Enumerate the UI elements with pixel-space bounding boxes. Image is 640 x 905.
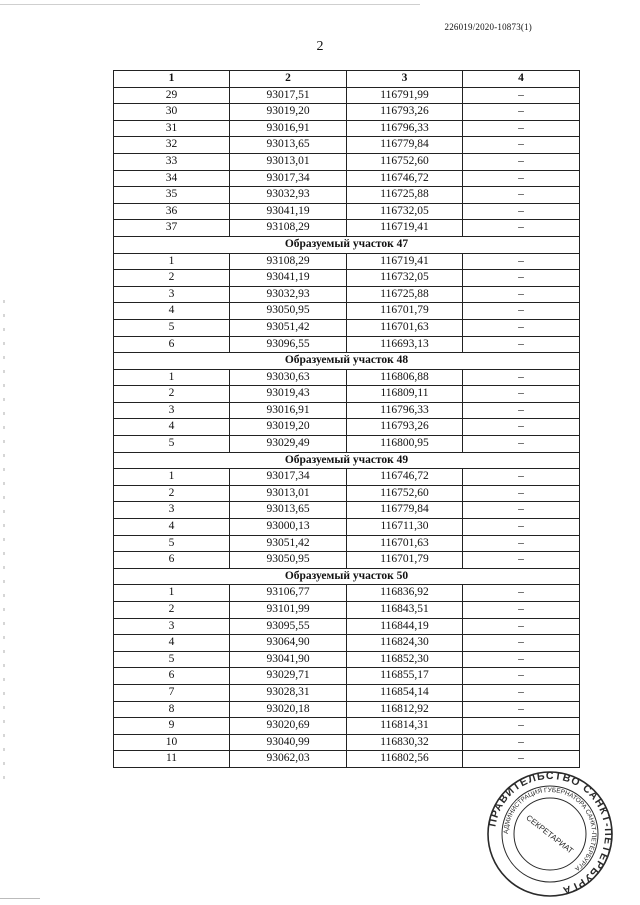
table-row	[114, 153, 580, 170]
y-coordinate: 116796,33	[347, 402, 463, 419]
table-row	[114, 635, 580, 652]
x-coordinate: 93050,95	[230, 303, 347, 320]
document-number: 226019/2020-10873(1)	[444, 22, 532, 32]
x-coordinate: 93050,95	[230, 552, 347, 569]
svg-text:АДМИНИСТРАЦИЯ ГУБЕРНАТОРА САНК: АДМИНИСТРАЦИЯ ГУБЕРНАТОРА САНКТ-ПЕТЕРБУРГА	[502, 786, 598, 873]
note-dash: –	[463, 602, 580, 619]
y-coordinate: 116701,63	[347, 319, 463, 336]
table-row	[114, 120, 580, 137]
x-coordinate: 93019,43	[230, 386, 347, 403]
note-dash: –	[463, 701, 580, 718]
note-dash: –	[463, 585, 580, 602]
y-coordinate: 116824,30	[347, 635, 463, 652]
point-number: 1	[114, 585, 230, 602]
point-number: 4	[114, 519, 230, 536]
y-coordinate: 116814,31	[347, 718, 463, 735]
y-coordinate: 116701,79	[347, 552, 463, 569]
section-title: Образуемый участок 50	[114, 568, 580, 585]
y-coordinate: 116719,41	[347, 220, 463, 237]
note-dash: –	[463, 485, 580, 502]
note-dash: –	[463, 684, 580, 701]
x-coordinate: 93013,01	[230, 153, 347, 170]
x-coordinate: 93041,19	[230, 270, 347, 287]
note-dash: –	[463, 87, 580, 104]
table-body	[114, 87, 580, 767]
table-header-row	[114, 71, 580, 88]
point-number: 4	[114, 303, 230, 320]
point-number: 3	[114, 402, 230, 419]
y-coordinate: 116701,79	[347, 303, 463, 320]
point-number: 5	[114, 436, 230, 453]
note-dash: –	[463, 419, 580, 436]
table-row	[114, 87, 580, 104]
note-dash: –	[463, 734, 580, 751]
svg-text:ПРАВИТЕЛЬСТВО САНКТ-ПЕТЕРБУРГА: ПРАВИТЕЛЬСТВО САНКТ-ПЕТЕРБУРГА	[486, 770, 614, 897]
note-dash: –	[463, 187, 580, 204]
point-number: 8	[114, 701, 230, 718]
note-dash: –	[463, 286, 580, 303]
header-cell: 2	[230, 71, 347, 88]
section-row	[114, 568, 580, 585]
point-number: 36	[114, 203, 230, 220]
x-coordinate: 93101,99	[230, 602, 347, 619]
point-number: 30	[114, 104, 230, 121]
table-row	[114, 535, 580, 552]
y-coordinate: 116746,72	[347, 170, 463, 187]
point-number: 9	[114, 718, 230, 735]
table-row	[114, 602, 580, 619]
note-dash: –	[463, 519, 580, 536]
y-coordinate: 116844,19	[347, 618, 463, 635]
y-coordinate: 116725,88	[347, 187, 463, 204]
y-coordinate: 116752,60	[347, 485, 463, 502]
table-row	[114, 369, 580, 386]
point-number: 32	[114, 137, 230, 154]
note-dash: –	[463, 386, 580, 403]
x-coordinate: 93013,65	[230, 502, 347, 519]
table-row	[114, 436, 580, 453]
table-row	[114, 419, 580, 436]
note-dash: –	[463, 253, 580, 270]
point-number: 3	[114, 502, 230, 519]
y-coordinate: 116830,32	[347, 734, 463, 751]
table-row	[114, 253, 580, 270]
note-dash: –	[463, 535, 580, 552]
point-number: 34	[114, 170, 230, 187]
x-coordinate: 93017,34	[230, 469, 347, 486]
note-dash: –	[463, 651, 580, 668]
point-number: 4	[114, 419, 230, 436]
y-coordinate: 116746,72	[347, 469, 463, 486]
point-number: 4	[114, 635, 230, 652]
note-dash: –	[463, 153, 580, 170]
table-row	[114, 502, 580, 519]
x-coordinate: 93040,99	[230, 734, 347, 751]
y-coordinate: 116732,05	[347, 270, 463, 287]
note-dash: –	[463, 502, 580, 519]
table-row	[114, 469, 580, 486]
note-dash: –	[463, 402, 580, 419]
y-coordinate: 116854,14	[347, 684, 463, 701]
section-row	[114, 353, 580, 370]
table-row	[114, 585, 580, 602]
official-seal-stamp	[486, 770, 614, 898]
point-number: 3	[114, 618, 230, 635]
note-dash: –	[463, 635, 580, 652]
note-dash: –	[463, 319, 580, 336]
x-coordinate: 93051,42	[230, 319, 347, 336]
header-cell: 4	[463, 71, 580, 88]
point-number: 37	[114, 220, 230, 237]
x-coordinate: 93017,51	[230, 87, 347, 104]
svg-text:СЕКРЕТАРИАТ: СЕКРЕТАРИАТ	[524, 813, 575, 856]
table-row	[114, 684, 580, 701]
point-number: 35	[114, 187, 230, 204]
y-coordinate: 116725,88	[347, 286, 463, 303]
note-dash: –	[463, 203, 580, 220]
table-row	[114, 618, 580, 635]
table-row	[114, 319, 580, 336]
y-coordinate: 116732,05	[347, 203, 463, 220]
note-dash: –	[463, 718, 580, 735]
table-row	[114, 386, 580, 403]
y-coordinate: 116836,92	[347, 585, 463, 602]
x-coordinate: 93013,01	[230, 485, 347, 502]
table-row	[114, 203, 580, 220]
point-number: 33	[114, 153, 230, 170]
table-row	[114, 220, 580, 237]
table-row	[114, 336, 580, 353]
table-row	[114, 270, 580, 287]
point-number: 1	[114, 369, 230, 386]
point-number: 2	[114, 386, 230, 403]
point-number: 1	[114, 253, 230, 270]
y-coordinate: 116779,84	[347, 137, 463, 154]
point-number: 11	[114, 751, 230, 768]
table-row	[114, 170, 580, 187]
point-number: 6	[114, 552, 230, 569]
section-title: Образуемый участок 47	[114, 236, 580, 253]
section-title: Образуемый участок 49	[114, 452, 580, 469]
y-coordinate: 116806,88	[347, 369, 463, 386]
x-coordinate: 93020,69	[230, 718, 347, 735]
note-dash: –	[463, 270, 580, 287]
table-row	[114, 651, 580, 668]
y-coordinate: 116711,30	[347, 519, 463, 536]
point-number: 10	[114, 734, 230, 751]
note-dash: –	[463, 436, 580, 453]
table-row	[114, 286, 580, 303]
note-dash: –	[463, 751, 580, 768]
point-number: 2	[114, 485, 230, 502]
x-coordinate: 93000,13	[230, 519, 347, 536]
note-dash: –	[463, 336, 580, 353]
header-cell: 3	[347, 71, 463, 88]
point-number: 2	[114, 602, 230, 619]
point-number: 3	[114, 286, 230, 303]
table-row	[114, 187, 580, 204]
y-coordinate: 116796,33	[347, 120, 463, 137]
note-dash: –	[463, 220, 580, 237]
x-coordinate: 93108,29	[230, 253, 347, 270]
point-number: 5	[114, 319, 230, 336]
y-coordinate: 116793,26	[347, 104, 463, 121]
x-coordinate: 93051,42	[230, 535, 347, 552]
x-coordinate: 93016,91	[230, 402, 347, 419]
note-dash: –	[463, 469, 580, 486]
point-number: 7	[114, 684, 230, 701]
x-coordinate: 93013,65	[230, 137, 347, 154]
table-row	[114, 137, 580, 154]
note-dash: –	[463, 618, 580, 635]
point-number: 2	[114, 270, 230, 287]
x-coordinate: 93028,31	[230, 684, 347, 701]
x-coordinate: 93095,55	[230, 618, 347, 635]
table-row	[114, 734, 580, 751]
table-row	[114, 402, 580, 419]
y-coordinate: 116843,51	[347, 602, 463, 619]
point-number: 31	[114, 120, 230, 137]
x-coordinate: 93096,55	[230, 336, 347, 353]
x-coordinate: 93032,93	[230, 187, 347, 204]
note-dash: –	[463, 170, 580, 187]
note-dash: –	[463, 369, 580, 386]
scan-top-edge	[0, 4, 420, 5]
x-coordinate: 93030,63	[230, 369, 347, 386]
y-coordinate: 116719,41	[347, 253, 463, 270]
note-dash: –	[463, 303, 580, 320]
y-coordinate: 116800,95	[347, 436, 463, 453]
table-row	[114, 104, 580, 121]
x-coordinate: 93017,34	[230, 170, 347, 187]
x-coordinate: 93029,49	[230, 436, 347, 453]
y-coordinate: 116701,63	[347, 535, 463, 552]
page-number: 2	[316, 39, 324, 54]
x-coordinate: 93016,91	[230, 120, 347, 137]
point-number: 6	[114, 668, 230, 685]
note-dash: –	[463, 104, 580, 121]
y-coordinate: 116793,26	[347, 419, 463, 436]
y-coordinate: 116752,60	[347, 153, 463, 170]
scan-bottom-edge	[0, 898, 40, 899]
y-coordinate: 116809,11	[347, 386, 463, 403]
note-dash: –	[463, 137, 580, 154]
note-dash: –	[463, 552, 580, 569]
table-row	[114, 718, 580, 735]
x-coordinate: 93019,20	[230, 419, 347, 436]
point-number: 5	[114, 535, 230, 552]
x-coordinate: 93019,20	[230, 104, 347, 121]
y-coordinate: 116802,56	[347, 751, 463, 768]
table-row	[114, 519, 580, 536]
x-coordinate: 93064,90	[230, 635, 347, 652]
section-title: Образуемый участок 48	[114, 353, 580, 370]
table-row	[114, 485, 580, 502]
point-number: 5	[114, 651, 230, 668]
x-coordinate: 93029,71	[230, 668, 347, 685]
y-coordinate: 116693,13	[347, 336, 463, 353]
table-row	[114, 751, 580, 768]
y-coordinate: 116791,99	[347, 87, 463, 104]
point-number: 1	[114, 469, 230, 486]
table-row	[114, 701, 580, 718]
note-dash: –	[463, 120, 580, 137]
point-number: 29	[114, 87, 230, 104]
x-coordinate: 93041,19	[230, 203, 347, 220]
y-coordinate: 116812,92	[347, 701, 463, 718]
x-coordinate: 93020,18	[230, 701, 347, 718]
x-coordinate: 93041,90	[230, 651, 347, 668]
header-cell: 1	[114, 71, 230, 88]
x-coordinate: 93032,93	[230, 286, 347, 303]
y-coordinate: 116852,30	[347, 651, 463, 668]
table-row	[114, 552, 580, 569]
note-dash: –	[463, 668, 580, 685]
point-number: 6	[114, 336, 230, 353]
section-row	[114, 236, 580, 253]
coordinates-table	[113, 70, 580, 768]
scan-margin-marks	[3, 300, 5, 780]
x-coordinate: 93106,77	[230, 585, 347, 602]
section-row	[114, 452, 580, 469]
y-coordinate: 116779,84	[347, 502, 463, 519]
table-row	[114, 303, 580, 320]
table-row	[114, 668, 580, 685]
x-coordinate: 93062,03	[230, 751, 347, 768]
x-coordinate: 93108,29	[230, 220, 347, 237]
y-coordinate: 116855,17	[347, 668, 463, 685]
